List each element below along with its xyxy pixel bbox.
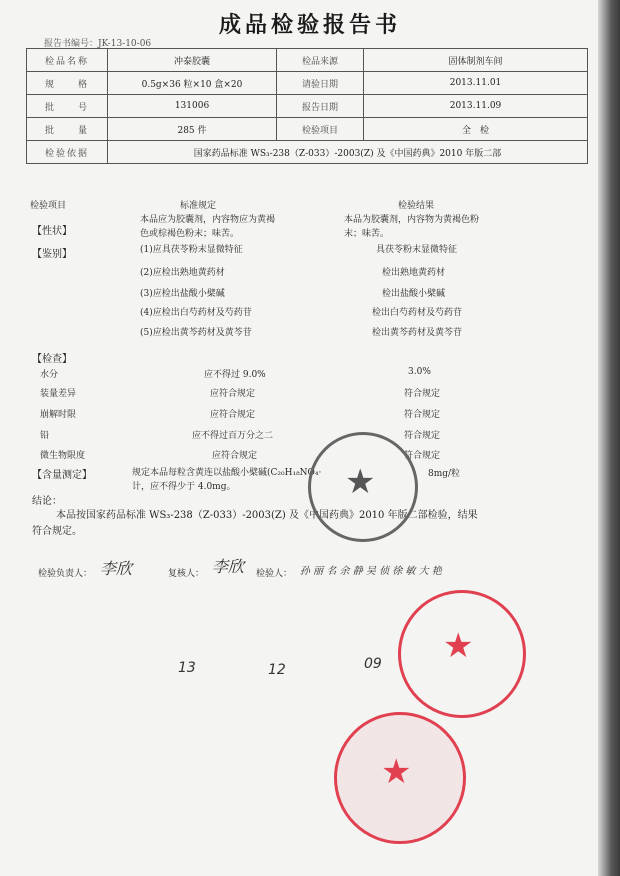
conclusion-label: 结论： xyxy=(32,496,62,507)
ident-result-5: 检出黄芩药材及黄芩苷 xyxy=(372,328,463,338)
check-item-3: 崩解时限 xyxy=(40,410,77,420)
star-icon: ★ xyxy=(443,626,474,666)
batch-no-value: 131006 xyxy=(108,95,277,118)
report-date-label: 报告日期 xyxy=(277,95,364,118)
spec-value: 0.5g×36 粒×10 盒×20 xyxy=(108,72,277,95)
check-item-2: 装量差异 xyxy=(40,389,77,399)
report-number: 报告书编号：JK-13-10-06 xyxy=(44,39,152,49)
table-row xyxy=(27,118,588,141)
ident-result-3: 检出盐酸小檗碱 xyxy=(382,289,446,299)
header-item: 检验项目 xyxy=(30,201,67,211)
ident-result-2: 检出熟地黄药材 xyxy=(382,268,446,278)
reviewer-signature: 李欣 xyxy=(212,557,245,576)
check-standard-2: 应符合规定 xyxy=(210,389,256,399)
qc-seal-gray xyxy=(308,432,418,542)
check-label: 【检查】 xyxy=(32,354,72,365)
basis-label: 检验依据 xyxy=(27,141,108,164)
test-items-label: 检验项目 xyxy=(277,118,364,141)
check-standard-1: 应不得过 9.0% xyxy=(204,370,266,380)
ident-standard-5: (5)应检出黄芩药材及黄芩苷 xyxy=(140,328,252,338)
source-value: 固体制剂车间 xyxy=(364,49,588,72)
request-date-label: 请验日期 xyxy=(277,72,364,95)
basis-value: 国家药品标准 WS₃-238（Z-033）-2003(Z) 及《中国药典》2010 年版二部 xyxy=(108,141,588,164)
ident-standard-4: (4)应检出白芍药材及芍药苷 xyxy=(140,308,252,318)
product-name-label: 检品名称 xyxy=(27,49,108,72)
table-row xyxy=(27,141,588,164)
conclusion-line2: 符合规定。 xyxy=(32,526,82,537)
ident-standard-1: (1)应具茯苓粉末显微特征 xyxy=(140,245,243,255)
conclusion-line1: 本品按国家药品标准 WS₃-238（Z-033）-2003(Z) 及《中国药典》2010 年版二部检验，结果 xyxy=(56,510,478,521)
reviewer-label: 复核人： xyxy=(168,569,205,579)
check-item-5: 微生物限度 xyxy=(40,451,86,461)
inspection-seal-red xyxy=(334,712,466,844)
table-row xyxy=(27,95,588,118)
traits-label: 【性状】 xyxy=(32,226,72,237)
header-standard: 标准规定 xyxy=(180,201,217,211)
date-day: 09 xyxy=(364,656,382,672)
ident-standard-3: (3)应检出盐酸小檗碱 xyxy=(140,289,225,299)
assay-standard-line1: 规定本品每粒含黄连以盐酸小檗碱(C₂₀H₁₈NO₄· xyxy=(132,468,322,478)
info-table xyxy=(26,48,588,164)
assay-standard-line2: 计，应不得少于 4.0mg。 xyxy=(132,482,236,492)
date-month: 12 xyxy=(268,662,286,678)
request-date-value: 2013.11.01 xyxy=(364,72,588,95)
product-name-value: 冲泰胶囊 xyxy=(108,49,277,72)
spec-label: 规 格 xyxy=(27,72,108,95)
document-title: 成品检验报告书 xyxy=(218,12,401,38)
header-result: 检验结果 xyxy=(398,201,435,211)
check-item-4: 铅 xyxy=(40,431,50,441)
source-label: 检品来源 xyxy=(277,49,364,72)
traits-result-line2: 末；味苦。 xyxy=(344,229,390,239)
table-row xyxy=(27,72,588,95)
batch-no-label: 批 号 xyxy=(27,95,108,118)
report-date-value: 2013.11.09 xyxy=(364,95,588,118)
qc-seal-red xyxy=(398,590,526,718)
check-result-4: 符合规定 xyxy=(404,431,441,441)
ident-label: 【鉴别】 xyxy=(32,249,72,260)
assay-label: 【含量测定】 xyxy=(32,470,92,481)
tester-label: 检验人： xyxy=(256,569,293,579)
check-result-3: 符合规定 xyxy=(404,410,441,420)
ident-result-4: 检出白芍药材及芍药苷 xyxy=(372,308,463,318)
date-year: 13 xyxy=(178,660,196,676)
check-result-5: 符合规定 xyxy=(404,451,441,461)
lead-tester-signature: 李欣 xyxy=(100,559,133,578)
ident-result-1: 具茯苓粉末显微特征 xyxy=(376,245,458,255)
assay-result: 8mg/粒 xyxy=(428,469,461,479)
check-result-1: 3.0% xyxy=(408,367,431,377)
test-items-value: 全 检 xyxy=(364,118,588,141)
batch-size-value: 285 件 xyxy=(108,118,277,141)
ident-standard-2: (2)应检出熟地黄药材 xyxy=(140,268,225,278)
check-standard-5: 应符合规定 xyxy=(212,451,258,461)
traits-standard-line2: 色或棕褐色粉末；味苦。 xyxy=(140,229,240,239)
table-row xyxy=(27,49,588,72)
star-icon: ★ xyxy=(381,752,412,792)
batch-size-label: 批 量 xyxy=(27,118,108,141)
lead-tester-label: 检验负责人： xyxy=(38,569,93,579)
scan-edge-shadow xyxy=(598,0,620,876)
traits-result-line1: 本品为胶囊剂，内容物为黄褐色粉 xyxy=(344,215,480,225)
check-item-1: 水分 xyxy=(40,370,59,380)
check-standard-3: 应符合规定 xyxy=(210,410,256,420)
check-standard-4: 应不得过百万分之二 xyxy=(192,431,274,441)
star-icon: ★ xyxy=(345,462,376,502)
check-result-2: 符合规定 xyxy=(404,389,441,399)
traits-standard-line1: 本品应为胶囊剂，内容物应为黄褐 xyxy=(140,215,276,225)
tester-signatures: 孙 丽 名 余 静 吴 侦 徐 敏 大 艳 xyxy=(300,566,442,577)
